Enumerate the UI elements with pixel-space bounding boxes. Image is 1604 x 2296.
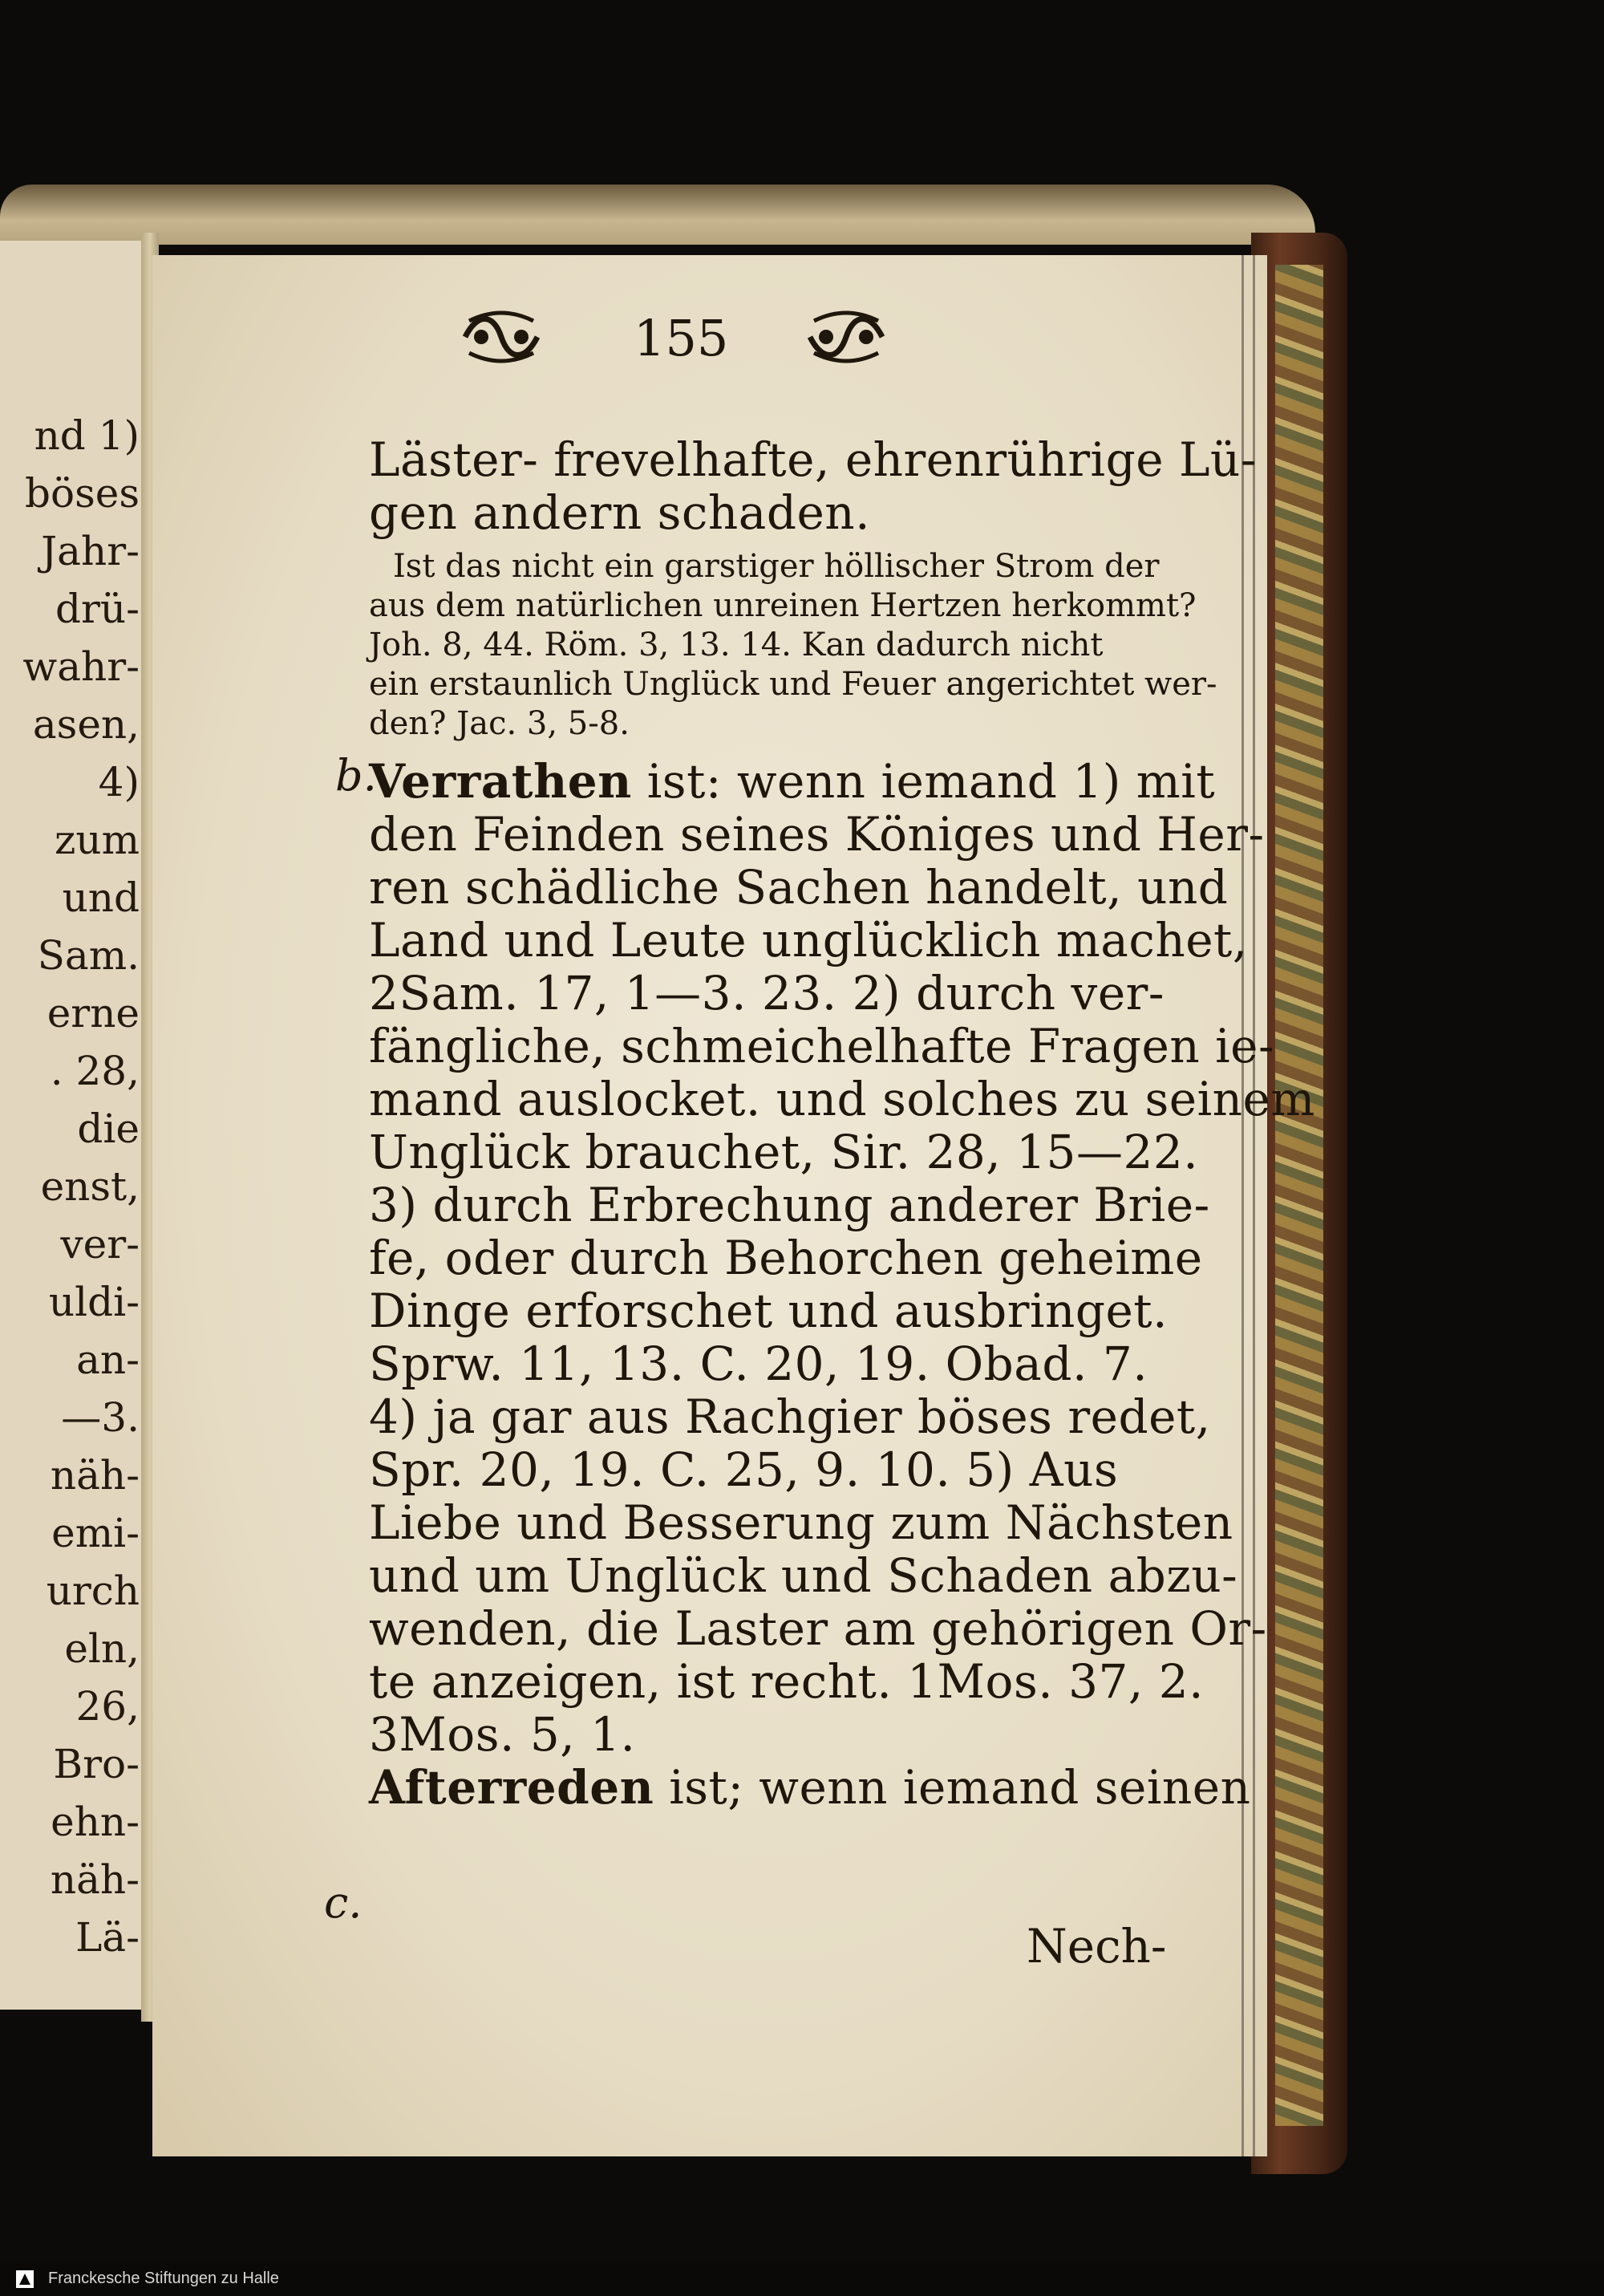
text-line: ren schädliche Sachen handelt, und [369, 860, 1229, 915]
left-page-fragment: Lä- [75, 1914, 140, 1961]
text-line: fängliche, schmeichelhafte Fragen ie- [369, 1019, 1275, 1073]
text-line: Land und Leute unglücklich machet, [369, 913, 1248, 967]
catchword: Nech- [1027, 1919, 1167, 1974]
left-page-fragment: erne [47, 990, 140, 1036]
left-page [0, 241, 151, 2010]
institution-logo-icon [14, 2269, 35, 2290]
left-page-fragment: Sam. [37, 932, 140, 979]
text-line: Liebe und Besserung zum Nächsten [369, 1495, 1233, 1550]
footer-bar [0, 2262, 1604, 2296]
text-line: und um Unglück und Schaden abzu- [369, 1548, 1238, 1603]
note-line: Ist das nicht ein garstiger höllischer Strom der [393, 548, 1160, 585]
text-line [369, 1761, 1323, 1814]
left-page-fragment: Bro- [53, 1741, 140, 1787]
left-page-fragment: zum [55, 817, 140, 863]
note-line: ein erstaunlich Unglück und Feuer angerichtet wer- [369, 666, 1217, 703]
left-page-fragment: urch [46, 1568, 140, 1614]
footnote-block [369, 547, 1323, 744]
left-page-fragment: ver- [60, 1221, 140, 1268]
left-page-fragment: an- [76, 1337, 140, 1383]
left-page-fragment: wahr- [22, 643, 140, 690]
text-run: ist; wenn iemand seinen [654, 1760, 1251, 1815]
section-marker: c. [324, 1877, 363, 1928]
left-page-fragment: und [62, 874, 140, 921]
book-top-edge [0, 185, 1315, 245]
text-line: gen andern schaden. [369, 485, 871, 540]
footer-text: Franckesche Stiftungen zu Halle [48, 2270, 279, 2287]
text-line: te anzeigen, ist recht. 1Mos. 37, 2. [369, 1654, 1205, 1709]
page-header [152, 305, 1267, 385]
fleuron-ornament-icon [802, 305, 890, 369]
section-term: Verrathen [369, 754, 632, 809]
text-line [369, 755, 1323, 808]
left-page-fragment: 4) [98, 759, 140, 805]
note-line: aus dem natürlichen unreinen Hertzen herkommt? [369, 587, 1197, 624]
text-line: fe, oder durch Behorchen geheime [369, 1231, 1203, 1285]
text-line: mand auslocket. und solches zu seinem [369, 1072, 1315, 1126]
page-number: 155 [634, 309, 729, 367]
note-line: den? Jac. 3, 5-8. [369, 705, 630, 742]
text-line: 3Mos. 5, 1. [369, 1707, 636, 1762]
left-page-fragment: die [77, 1105, 140, 1152]
left-page-fragment: emi- [51, 1510, 140, 1556]
left-page-fragment: nd 1) [34, 412, 140, 459]
text-run: ist: wenn iemand 1) mit [631, 754, 1216, 809]
left-page-fragment: . 28, [50, 1048, 140, 1094]
left-page-fragment: asen, [32, 701, 140, 748]
left-page-fragment: drü- [55, 586, 140, 632]
left-page-fragment: ehn- [51, 1799, 140, 1845]
section-marker: b. [335, 750, 377, 801]
left-page-fragment: näh- [50, 1452, 140, 1499]
text-line: 3) durch Erbrechung anderer Brie- [369, 1178, 1210, 1232]
text-line: Spr. 20, 19. C. 25, 9. 10. 5) Aus [369, 1442, 1119, 1497]
text-line: Unglück brauchet, Sir. 28, 15—22. [369, 1125, 1199, 1179]
left-page-fragment: 26, [75, 1683, 140, 1730]
left-page-fragment: näh- [50, 1856, 140, 1903]
section-term: Afterreden [369, 1760, 654, 1815]
left-page-fragment: —3. [61, 1394, 140, 1441]
fleuron-ornament-icon [457, 305, 545, 369]
left-page-fragment: eln, [64, 1625, 140, 1672]
text-line: wenden, die Laster am gehörigen Or- [369, 1601, 1267, 1656]
text-line: Sprw. 11, 13. C. 20, 19. Obad. 7. [369, 1337, 1148, 1391]
left-page-fragment: Jahr- [41, 528, 140, 574]
text-line: 4) ja gar aus Rachgier böses redet, [369, 1389, 1211, 1444]
left-page-fragment: böses [24, 470, 140, 517]
left-page-fragment: uldi- [48, 1279, 140, 1325]
note-line: Joh. 8, 44. Röm. 3, 13. 14. Kan dadurch nicht [369, 627, 1104, 663]
page-text [369, 433, 1323, 1814]
text-line: Läster- frevelhafte, ehrenrührige Lü- [369, 432, 1257, 487]
text-line: 2Sam. 17, 1—3. 23. 2) durch ver- [369, 966, 1165, 1020]
text-line: Dinge erforschet und ausbringet. [369, 1284, 1169, 1338]
left-page-fragment: enst, [40, 1163, 140, 1210]
text-line: den Feinden seines Königes und Her- [369, 807, 1265, 862]
section-b [369, 755, 1323, 1761]
